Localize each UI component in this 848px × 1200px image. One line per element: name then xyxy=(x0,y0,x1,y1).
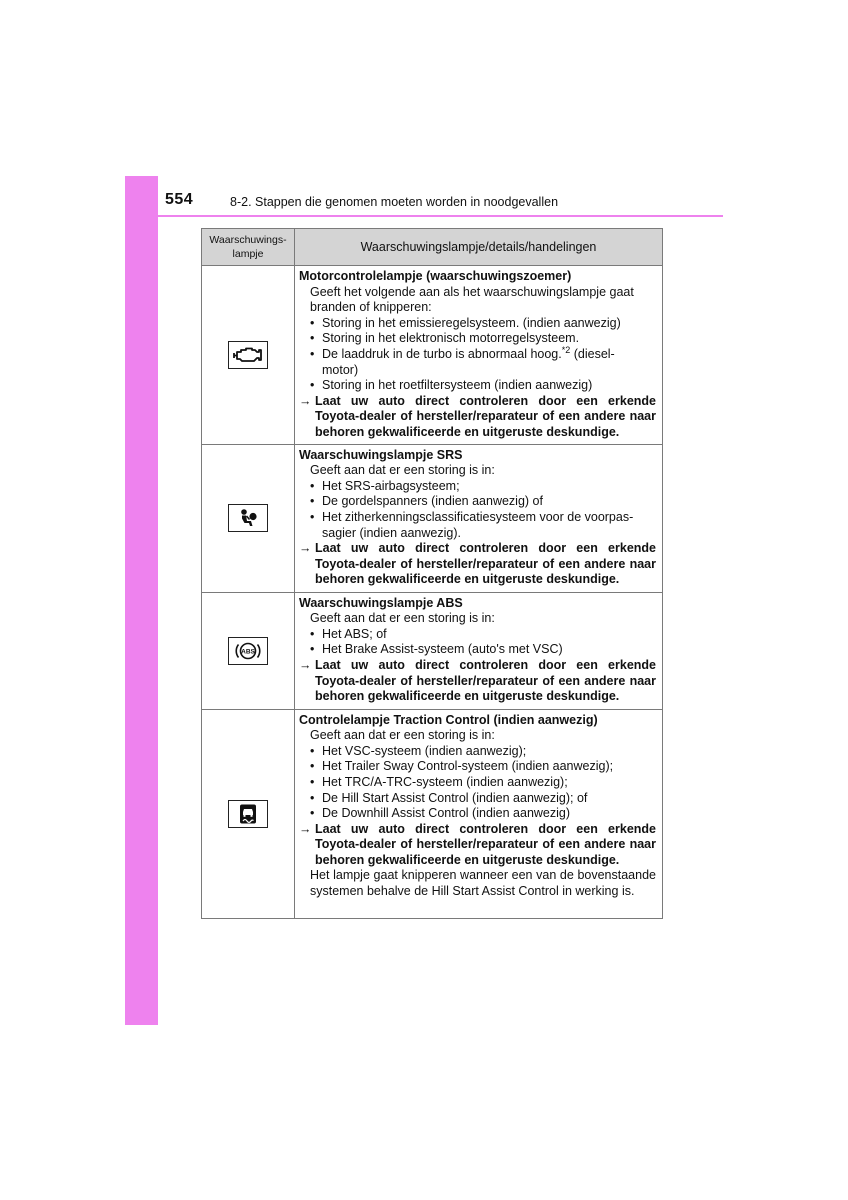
row-title: Controlelampje Traction Control (indien aanwezig) xyxy=(299,712,598,727)
table-row xyxy=(202,592,663,709)
page-number: 554 xyxy=(165,191,194,208)
header-rule xyxy=(158,215,723,217)
bullet-item: • Het Trailer Sway Control-systeem (indien aanwezig); xyxy=(310,759,614,774)
description-cell xyxy=(295,444,663,592)
description-cell xyxy=(295,266,663,445)
arrow-icon: → xyxy=(299,393,312,408)
table-row xyxy=(202,444,663,592)
bullet-item: • Het Brake Assist-systeem (auto's met VSC) xyxy=(310,642,563,657)
bullet-item: • De Hill Start Assist Control (indien aanwezig); of xyxy=(310,790,588,805)
bullet-item: • Het zitherkenningsclassificatiesysteem voor de voorpas- xyxy=(310,509,634,524)
row-title: Waarschuwingslampje ABS xyxy=(299,595,463,610)
bullet-continuation: sagier (indien aanwezig). xyxy=(322,525,461,540)
table-row xyxy=(202,266,663,445)
bullet-item: • Storing in het emissieregelsysteem. (indien aanwezig) xyxy=(310,315,621,330)
abs-icon xyxy=(228,637,268,665)
action-instruction: → Laat uw auto direct controleren door een erkende Toyota-dealer of hersteller/reparateur of een andere naar behoren gekwalificeerde en uitgeruste deskundige. xyxy=(299,657,656,704)
intro-line: Geeft aan dat er een storing is in: xyxy=(310,728,495,743)
icon-cell xyxy=(202,709,295,918)
abs-icon-label: ABS xyxy=(241,648,255,656)
row-title: Motorcontrolelampje (waarschuwingszoemer) xyxy=(299,269,572,283)
bullet-item: • Het SRS-airbagsysteem; xyxy=(310,478,460,493)
note-text: Het lampje gaat knipperen wanneer een van de bovenstaande systemen behalve de Hill Start Assist Control in werking is. xyxy=(310,868,656,899)
bullet-item: • Het ABS; of xyxy=(310,626,387,641)
warning-lights-table xyxy=(201,228,663,919)
footnote-ref: *2 xyxy=(561,344,571,355)
bullet-item: • De laaddruk in de turbo is abnormaal hoog.$^{*2}$ (diesel- xyxy=(310,344,615,361)
icon-cell xyxy=(202,266,295,445)
bullet-item: • De Downhill Assist Control (indien aanwezig) xyxy=(310,806,571,821)
bullet-item: • Storing in het elektronisch motorregelsysteem. xyxy=(310,331,580,346)
engine-check-icon xyxy=(228,341,268,369)
icon-cell xyxy=(202,592,295,709)
description-cell xyxy=(295,592,663,709)
bullet-item: • Het TRC/A-TRC-systeem (indien aanwezig); xyxy=(310,774,568,789)
bullet-item: • De gordelspanners (indien aanwezig) of xyxy=(310,494,543,509)
arrow-icon: → xyxy=(299,541,312,556)
arrow-icon: → xyxy=(299,657,312,672)
side-tab-bar xyxy=(125,176,158,1025)
action-instruction: → Laat uw auto direct controleren door een erkende Toyota-dealer of hersteller/reparateur of een andere naar behoren gekwalificeerde en uitgeruste deskundige. xyxy=(299,541,656,587)
row-title: Waarschuwingslampje SRS xyxy=(299,447,463,462)
table-header-row xyxy=(202,229,663,266)
bullet-item: • Storing in het roetfiltersysteem (indien aanwezig) xyxy=(310,378,593,393)
action-instruction: → Laat uw auto direct controleren door een erkende Toyota-dealer of hersteller/reparateur of een andere naar behoren gekwalificeerde en uitgeruste deskundige. xyxy=(299,393,656,439)
table-row xyxy=(202,709,663,918)
intro-line: Geeft aan dat er een storing is in: xyxy=(310,463,495,478)
header-description-column: Waarschuwingslampje/details/handelingen xyxy=(295,229,663,266)
bullet-continuation: motor) xyxy=(322,362,359,377)
traction-control-icon xyxy=(228,800,268,828)
intro-line: branden of knipperen: xyxy=(310,300,432,315)
srs-airbag-icon xyxy=(228,504,268,532)
icon-cell xyxy=(202,444,295,592)
arrow-icon: → xyxy=(299,821,312,836)
action-instruction: → Laat uw auto direct controleren door een erkende Toyota-dealer of hersteller/reparateur of een andere naar behoren gekwalificeerde en uitgeruste deskundige. xyxy=(299,821,656,867)
description-cell xyxy=(295,709,663,918)
intro-line: Geeft het volgende aan als het waarschuwingslampje gaat xyxy=(310,284,634,299)
header-icon-column: Waarschuwings-lampje xyxy=(202,229,295,266)
section-title: 8-2. Stappen die genomen moeten worden in noodgevallen xyxy=(230,195,559,209)
intro-line: Geeft aan dat er een storing is in: xyxy=(310,611,495,626)
bullet-item: • Het VSC-systeem (indien aanwezig); xyxy=(310,743,527,758)
